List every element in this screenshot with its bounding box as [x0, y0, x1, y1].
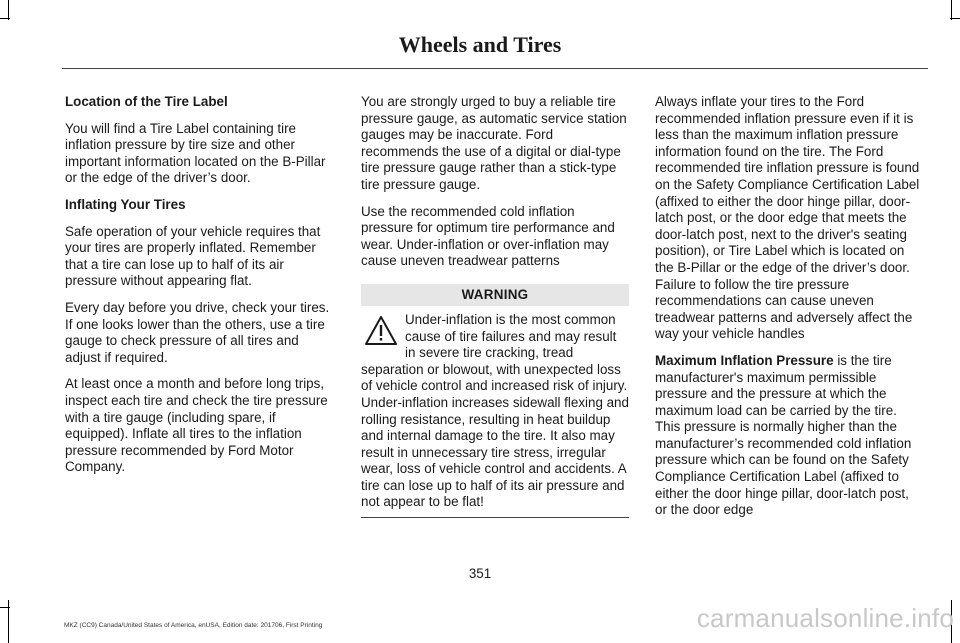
definition-text: is the tire manufacturer's maximum permissible pressure and the pressure at which the maximum load can be carried by the tire. This pressure is normally higher than the manufacturer’s recommended cold inflation pressure which can be found on the Safety Compliance Certification Label (affixed to either the door hinge pillar, door-latch post, or the door edge [655, 352, 912, 518]
paragraph: Every day before you drive, check your tires. If one looks lower than the others, use a tire gauge to check pressure of all tires and adjust if required. [65, 299, 330, 365]
crop-mark-top-right-horizontal [950, 18, 960, 19]
column-3 [655, 94, 923, 529]
paragraph: Safe operation of your vehicle requires that your tires are properly inflated. Remember that a tire can lose up to half of its air pressure without appearing flat. [65, 223, 321, 289]
crop-mark-bottom-left-horizontal [0, 607, 10, 608]
paragraph: Always inflate your tires to the Ford recommended inflation pressure even if it is less than the maximum inflation pressure information found on the tire. The Ford recommended tire inflation pressure is found on the Safety Compliance Certification Label (affixed to either the door hinge pillar, door-latch post, or the door edge that meets the door-latch post, next to the driver's seating position), or Tire Label which is located on the B-Pillar or the edge of the driver’s door. Failure to follow the tire pressure recommendations can cause uneven treadwear patterns and adversely affect the way your vehicle handles [655, 94, 920, 342]
column-2 [361, 94, 629, 518]
paragraph-max-inflation [655, 353, 923, 519]
section-heading-inflating: Inflating Your Tires [65, 196, 186, 212]
paragraph: You will find a Tire Label containing tire inflation pressure by tire size and other important information located on the B-Pillar or the edge of the driver’s door. [65, 120, 326, 186]
warning-text: Under-inflation is the most common cause of tire failures and may result in severe tire cracking, tread separation or blowout, with unexpected loss of vehicle control and increased risk of injury. Under-inflation increases sidewall flexing and rolling resistance, resulting in heat buildup and internal damage to the tire. It also may result in unnecessary tire stress, irregular wear, loss of vehicle control and accidents. A tire can lose up to half of its air pressure and not appear to be flat! [361, 311, 629, 510]
paragraph: Use the recommended cold inflation pressure for optimum tire performance and wear. Under-inflation or over-inflation may cause uneven treadwear patterns [361, 203, 615, 269]
watermark: carmanualsonline.info [696, 603, 954, 633]
warning-heading: WARNING [361, 284, 629, 306]
paragraph: At least once a month and before long trips, inspect each tire and check the tire pressure with a tire gauge (including spare, if equipped). Inflate all tires to the inflation pressure recommended by Ford Motor Company. [65, 376, 328, 475]
page-title: Wheels and Tires [398, 32, 562, 57]
section-heading-tire-label: Location of the Tire Label [65, 94, 228, 109]
page-number: 351 [468, 566, 492, 581]
crop-mark-top-left-horizontal [0, 18, 10, 19]
crop-mark-top-left-vertical [8, 0, 9, 20]
crop-mark-top-right-vertical [951, 0, 952, 20]
footer-edition: MKZ (CC9) Canada/United States of America, enUSA, Edition date: 201706, First Printing [64, 622, 323, 629]
column-1 [65, 94, 333, 486]
warning-box [361, 312, 629, 511]
warning-bottom-rule [361, 517, 629, 518]
header-divider [62, 68, 928, 69]
warning-triangle-icon [363, 314, 399, 348]
paragraph: You are strongly urged to buy a reliable tire pressure gauge, as automatic service station gauges may be inaccurate. Ford recommends the use of a digital or dial-type tire pressure gauge rather than a stick-type tire pressure gauge. [361, 94, 627, 192]
term-max-inflation-pressure: Maximum Inflation Pressure [655, 352, 834, 368]
